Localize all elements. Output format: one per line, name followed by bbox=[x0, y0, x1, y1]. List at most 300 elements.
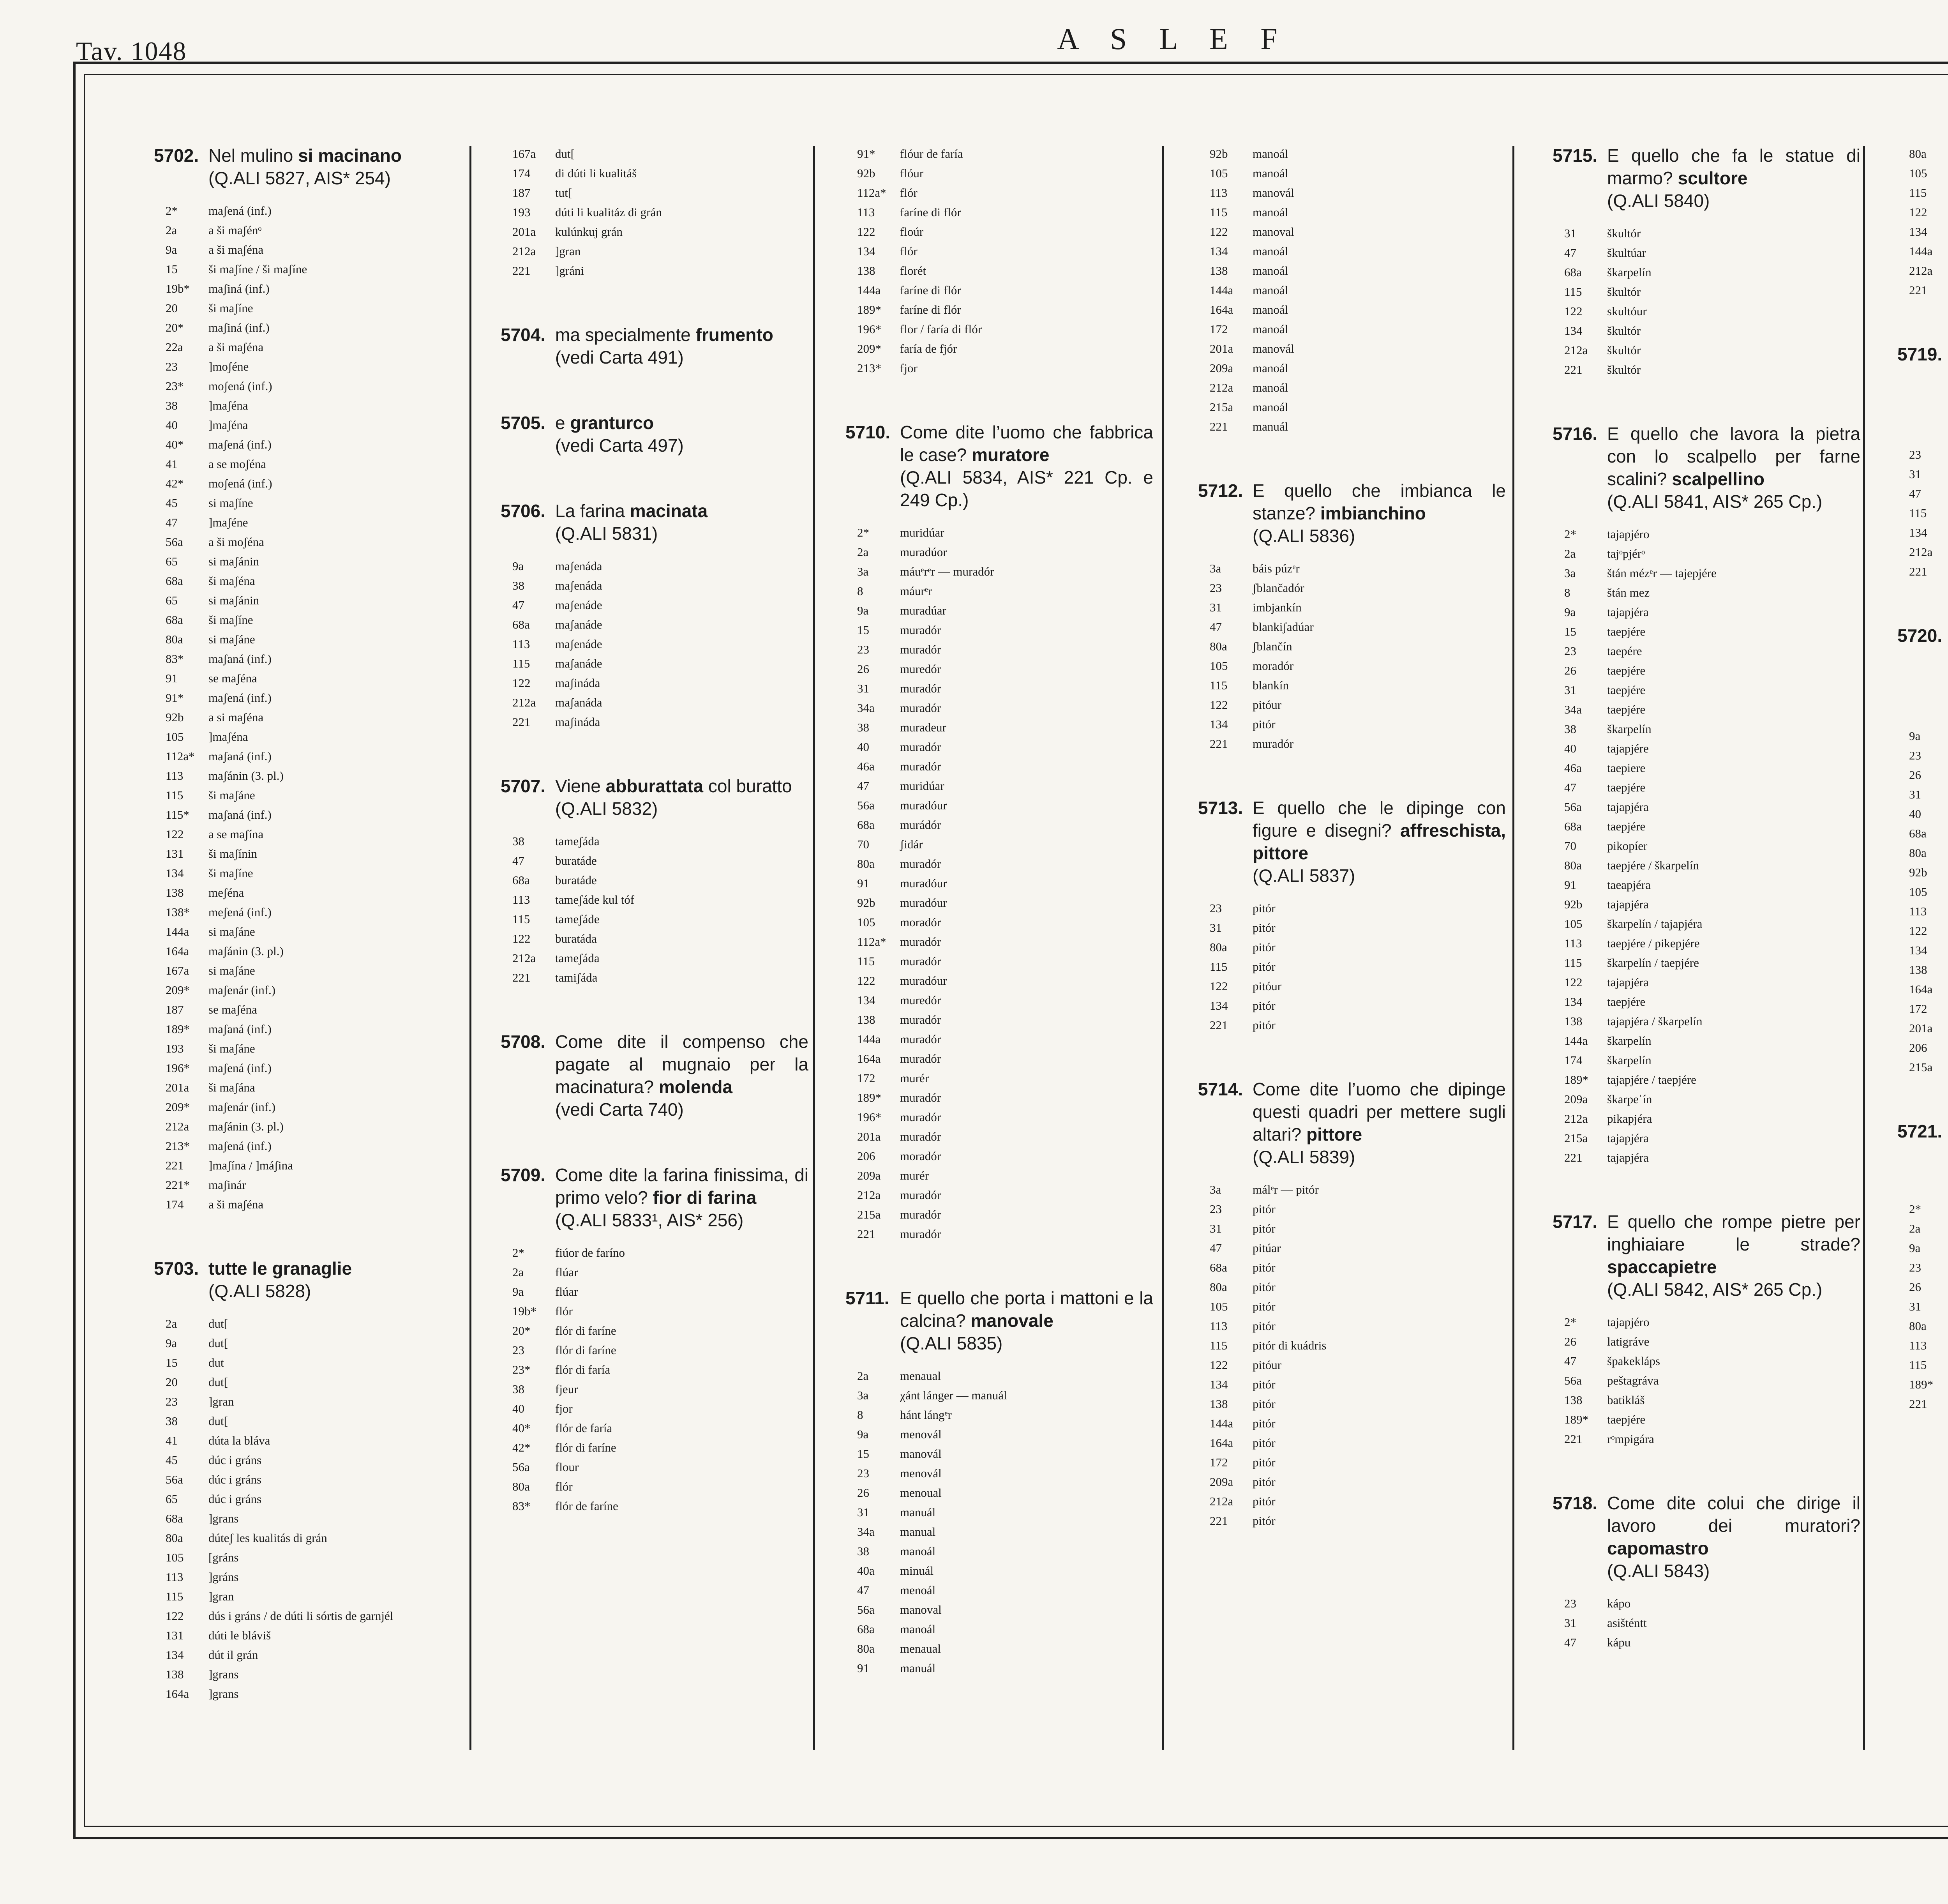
entry-row bbox=[845, 854, 1153, 874]
locality-code: 47 bbox=[512, 598, 524, 612]
locality-code: 45 bbox=[166, 496, 178, 510]
dialect-form: štán mézᵉr — tajepjére bbox=[1607, 566, 1717, 580]
question-prompt: Come dite il compenso che pagate al mugnaio per la macinatura? bbox=[555, 1031, 808, 1097]
question bbox=[1553, 422, 1860, 513]
dialect-form: ]maʃéna bbox=[208, 418, 248, 432]
dialect-form: muradór bbox=[900, 1013, 941, 1026]
locality-code: 91 bbox=[857, 876, 869, 890]
entry-row bbox=[1198, 144, 1506, 164]
dialect-form: máuᵉrᵉr — muradór bbox=[900, 565, 994, 578]
dialect-form: škarpelín / tajapjéra bbox=[1607, 917, 1703, 931]
locality-code: 221 bbox=[166, 1159, 184, 1172]
locality-code: 215a bbox=[1909, 1060, 1933, 1074]
locality-code: 105 bbox=[1210, 166, 1228, 180]
dialect-form: dúta la bláva bbox=[208, 1434, 270, 1447]
entry-row bbox=[845, 620, 1153, 640]
dialect-form: [gráns bbox=[208, 1551, 239, 1564]
locality-code: 209a bbox=[1210, 1475, 1233, 1489]
entry-row bbox=[1897, 804, 1948, 824]
dialect-form: manoál bbox=[1253, 244, 1288, 258]
question-section bbox=[1553, 1210, 1860, 1449]
locality-code: 8 bbox=[857, 584, 863, 598]
entry-row bbox=[154, 1626, 462, 1645]
entry-row bbox=[1553, 1390, 1860, 1410]
dialect-form: škarpelín bbox=[1607, 265, 1652, 279]
entry-row bbox=[845, 659, 1153, 679]
locality-code: 134 bbox=[1564, 995, 1583, 1009]
entry-row bbox=[845, 1185, 1153, 1205]
question-text bbox=[555, 323, 808, 369]
locality-code: 215a bbox=[1210, 400, 1233, 414]
dialect-form: maʃená (inf.) bbox=[208, 1139, 272, 1153]
locality-code: 26 bbox=[857, 662, 869, 676]
entry-row bbox=[845, 1425, 1153, 1444]
entry-row bbox=[845, 1483, 1153, 1503]
locality-code: 174 bbox=[512, 166, 531, 180]
dialect-form: muradór bbox=[900, 759, 941, 773]
entry-row bbox=[501, 968, 808, 987]
locality-code: 115 bbox=[1909, 1358, 1927, 1372]
dialect-form: pitór bbox=[1253, 1397, 1276, 1411]
locality-code: 26 bbox=[1564, 1335, 1576, 1348]
source-note: (Q.ALI 5841, AIS* 265 Cp.) bbox=[1607, 491, 1823, 512]
dialect-form: pitór di kuádris bbox=[1253, 1339, 1327, 1352]
entry-row bbox=[154, 474, 462, 493]
locality-code: 212a bbox=[512, 696, 536, 709]
dialect-form: pitóur bbox=[1253, 1358, 1282, 1372]
question-text bbox=[555, 1030, 808, 1121]
question-prompt: E quello che lavora la pietra con lo scalpello per farne scalini? bbox=[1607, 424, 1860, 489]
locality-code: 112a* bbox=[857, 935, 886, 948]
entry-row bbox=[154, 337, 462, 357]
dialect-form: kápo bbox=[1607, 1597, 1631, 1610]
locality-code: 40 bbox=[166, 418, 178, 432]
entry-row bbox=[1198, 1258, 1506, 1277]
locality-code: 206 bbox=[857, 1149, 875, 1163]
keyword: fior di farina bbox=[653, 1187, 757, 1208]
question bbox=[501, 1030, 808, 1121]
dialect-form: muradór bbox=[900, 623, 941, 637]
entry-row bbox=[845, 796, 1153, 815]
dialect-form: flór bbox=[900, 186, 918, 200]
locality-code: 2a bbox=[166, 1317, 177, 1330]
locality-code: 19b* bbox=[512, 1304, 536, 1318]
entry-row bbox=[501, 1282, 808, 1302]
dialect-form: muradór bbox=[900, 1032, 941, 1046]
locality-code: 9a bbox=[1564, 605, 1576, 619]
dialect-form: se maʃéna bbox=[208, 1003, 257, 1016]
locality-code: 80a bbox=[1210, 1280, 1227, 1294]
locality-code: 15 bbox=[1564, 625, 1576, 638]
dialect-form: χánt lánger — manuál bbox=[900, 1388, 1007, 1402]
entry-row bbox=[1897, 882, 1948, 902]
keyword: molenda bbox=[658, 1077, 733, 1097]
entry-row bbox=[501, 1399, 808, 1418]
entry-row bbox=[845, 1542, 1153, 1561]
dialect-form: muradór bbox=[900, 682, 941, 695]
entry-row bbox=[1553, 758, 1860, 778]
dialect-form: pitór bbox=[1253, 1455, 1276, 1469]
locality-code: 201a bbox=[1909, 1021, 1933, 1035]
dialect-form: muradór bbox=[900, 643, 941, 656]
locality-code: 122 bbox=[166, 1609, 184, 1623]
entry-row bbox=[501, 1438, 808, 1457]
entry-row bbox=[1897, 765, 1948, 785]
dialect-form: maʃenáda bbox=[555, 579, 602, 592]
locality-code: 221 bbox=[1564, 1151, 1583, 1164]
entry-row bbox=[1897, 542, 1948, 562]
locality-code: 122 bbox=[1210, 1358, 1228, 1372]
locality-code: 3a bbox=[1564, 566, 1576, 580]
dialect-form: buratáda bbox=[555, 932, 597, 945]
entry-row bbox=[1198, 203, 1506, 222]
entry-row bbox=[845, 300, 1153, 320]
entry-row bbox=[845, 1088, 1153, 1107]
dialect-form: muridúar bbox=[900, 526, 944, 539]
dialect-form: flúar bbox=[555, 1265, 578, 1279]
entry-row bbox=[501, 1243, 808, 1263]
dialect-form: muradór bbox=[900, 1188, 941, 1202]
dialect-form: muradóur bbox=[900, 974, 947, 987]
locality-code: 46a bbox=[857, 759, 875, 773]
dialect-form: pitór bbox=[1253, 1417, 1276, 1430]
source-note: (Q.ALI 5839) bbox=[1253, 1147, 1355, 1167]
locality-code: 26 bbox=[1909, 768, 1921, 782]
dialect-form: dut[ bbox=[208, 1414, 228, 1428]
locality-code: 209* bbox=[166, 983, 190, 997]
dialect-form: maʃaná (inf.) bbox=[208, 808, 272, 821]
locality-code: 47 bbox=[1564, 246, 1576, 260]
locality-code: 174 bbox=[1564, 1053, 1583, 1067]
locality-code: 20* bbox=[166, 321, 184, 334]
entry-row bbox=[1553, 1613, 1860, 1633]
entry-row bbox=[154, 376, 462, 396]
dialect-form: manual bbox=[900, 1525, 936, 1538]
question-section bbox=[1553, 1492, 1860, 1652]
entry-row bbox=[1198, 1297, 1506, 1316]
locality-code: 105 bbox=[857, 915, 875, 929]
question-section bbox=[1897, 144, 1948, 300]
locality-code: 31 bbox=[857, 1505, 869, 1519]
dialect-form: a se maʃína bbox=[208, 827, 264, 841]
dialect-form: tameʃáde kul tóf bbox=[555, 893, 635, 906]
dialect-form: taeapjéra bbox=[1607, 878, 1651, 892]
locality-code: 122 bbox=[857, 225, 875, 238]
locality-code: 56a bbox=[1564, 800, 1582, 814]
entry-row bbox=[1897, 960, 1948, 980]
locality-code: 20 bbox=[166, 1375, 178, 1389]
locality-code: 209a bbox=[1210, 361, 1233, 375]
dialect-form: ši maʃíne bbox=[208, 301, 253, 315]
locality-code: 3a bbox=[857, 1388, 869, 1402]
locality-code: 31 bbox=[1210, 601, 1222, 614]
dialect-form: ]gráni bbox=[555, 264, 584, 277]
plate-number: Tav. 1048 bbox=[76, 36, 187, 66]
dialect-form: floúr bbox=[900, 225, 924, 238]
locality-code: 221 bbox=[1210, 737, 1228, 751]
locality-code: 80a bbox=[512, 1480, 530, 1493]
locality-code: 215a bbox=[1564, 1131, 1588, 1145]
question bbox=[501, 775, 808, 820]
entry-row bbox=[1897, 824, 1948, 843]
entry-row bbox=[501, 712, 808, 732]
entry-row bbox=[1198, 1316, 1506, 1336]
question-number: 5708. bbox=[501, 1031, 546, 1052]
dialect-form: menoál bbox=[900, 1583, 936, 1597]
question-number: 5702. bbox=[154, 145, 199, 166]
locality-code: 115 bbox=[1564, 956, 1582, 970]
entry-row bbox=[1198, 656, 1506, 676]
locality-code: 83* bbox=[166, 652, 184, 666]
entry-row bbox=[1198, 676, 1506, 695]
entry-row bbox=[1553, 602, 1860, 622]
entry-row bbox=[154, 922, 462, 941]
locality-code: 2a bbox=[512, 1265, 524, 1279]
dialect-form: moradór bbox=[900, 915, 941, 929]
dialect-form: škultúar bbox=[1607, 246, 1646, 260]
locality-code: 38 bbox=[1564, 722, 1576, 736]
locality-code: 23 bbox=[166, 360, 178, 373]
locality-code: 138 bbox=[166, 1667, 184, 1681]
dialect-form: muradór bbox=[900, 1091, 941, 1104]
dialect-form: ši maʃáne bbox=[208, 788, 255, 802]
locality-code: 47 bbox=[857, 1583, 869, 1597]
locality-code: 23 bbox=[1210, 581, 1222, 595]
locality-code: 47 bbox=[1210, 1241, 1222, 1255]
dialect-form: faría de fjór bbox=[900, 342, 957, 355]
locality-code: 80a bbox=[166, 632, 183, 646]
entry-row bbox=[1897, 1297, 1948, 1316]
entry-row bbox=[501, 144, 808, 164]
dialect-form: tameʃáda bbox=[555, 951, 600, 965]
dialect-form: manoál bbox=[900, 1622, 936, 1636]
locality-code: 40 bbox=[1909, 807, 1921, 821]
locality-code: 40 bbox=[857, 740, 869, 754]
source-note: (vedi Carta 740) bbox=[555, 1099, 684, 1120]
entry-row bbox=[845, 1386, 1153, 1405]
entry-row bbox=[154, 630, 462, 649]
dialect-form: pitóur bbox=[1253, 979, 1282, 993]
locality-code: 9a bbox=[166, 243, 177, 256]
dialect-form: flor / faría di flór bbox=[900, 322, 982, 336]
dialect-form: pitór bbox=[1253, 940, 1276, 954]
dialect-form: maʃená (inf.) bbox=[208, 438, 272, 451]
dialect-form: manoál bbox=[1253, 264, 1288, 277]
keyword: affreschista, pittore bbox=[1253, 820, 1506, 863]
dialect-form: pikapjéra bbox=[1607, 1112, 1652, 1125]
locality-code: 92b bbox=[1564, 897, 1583, 911]
locality-code: 40* bbox=[512, 1421, 531, 1435]
entry-row bbox=[1553, 778, 1860, 797]
entry-row bbox=[154, 903, 462, 922]
entry-row bbox=[1553, 302, 1860, 321]
locality-code: 26 bbox=[857, 1486, 869, 1500]
locality-code: 26 bbox=[1564, 664, 1576, 677]
entry-row bbox=[1897, 164, 1948, 183]
locality-code: 80a bbox=[1909, 846, 1927, 860]
entry-row bbox=[154, 513, 462, 532]
entry-row bbox=[1198, 397, 1506, 417]
dialect-form: pitór bbox=[1253, 1300, 1276, 1313]
entry-row bbox=[1553, 1031, 1860, 1051]
entry-row bbox=[1553, 1371, 1860, 1390]
question-section bbox=[154, 1257, 462, 1704]
locality-code: 38 bbox=[166, 399, 178, 412]
dialect-form: tut[ bbox=[555, 186, 572, 200]
locality-code: 91* bbox=[857, 147, 875, 161]
question-prompt: Viene bbox=[555, 776, 606, 796]
entry-row bbox=[845, 1205, 1153, 1224]
dialect-form: maʃiná (inf.) bbox=[208, 282, 270, 295]
entry-row bbox=[845, 601, 1153, 620]
locality-code: 83* bbox=[512, 1499, 531, 1513]
entry-row bbox=[1198, 996, 1506, 1016]
question-section bbox=[1553, 144, 1860, 380]
entry-row bbox=[845, 1581, 1153, 1600]
entry-row bbox=[845, 1561, 1153, 1581]
locality-code: 23 bbox=[857, 643, 869, 656]
entry-row bbox=[154, 1606, 462, 1626]
dialect-form: kápu bbox=[1607, 1636, 1631, 1649]
entry-row bbox=[1553, 836, 1860, 856]
entry-row bbox=[501, 832, 808, 851]
entry-row bbox=[154, 747, 462, 766]
dialect-form: manoál bbox=[1253, 303, 1288, 316]
dialect-form: muradór bbox=[900, 740, 941, 754]
locality-code: 212a bbox=[166, 1120, 189, 1133]
locality-code: 9a bbox=[1909, 1241, 1921, 1255]
locality-code: 212a bbox=[1210, 1494, 1233, 1508]
entry-row bbox=[501, 910, 808, 929]
dialect-form: fjor bbox=[555, 1402, 573, 1415]
dialect-form: flór di faríne bbox=[555, 1324, 616, 1337]
entry-row bbox=[1897, 144, 1948, 164]
entry-row bbox=[154, 669, 462, 688]
question-number: 5721. bbox=[1897, 1121, 1943, 1141]
dialect-form: dúc i gráns bbox=[208, 1453, 262, 1467]
locality-code: 164a bbox=[1909, 982, 1933, 996]
entry-row bbox=[501, 890, 808, 910]
keyword: macinata bbox=[630, 501, 708, 521]
entry-row bbox=[1553, 875, 1860, 895]
source-note: (Q.ALI 5843) bbox=[1607, 1561, 1710, 1581]
dialect-form: flór bbox=[555, 1480, 573, 1493]
question-section bbox=[501, 775, 808, 987]
entry-row bbox=[845, 242, 1153, 261]
locality-code: 3a bbox=[857, 565, 869, 578]
question-section bbox=[1198, 1078, 1506, 1531]
dialect-form: ]moʃéne bbox=[208, 360, 249, 373]
column-3 bbox=[845, 144, 1153, 1761]
entry-row bbox=[501, 556, 808, 576]
column-4 bbox=[1198, 144, 1506, 1761]
locality-code: 9a bbox=[166, 1336, 177, 1350]
dialect-form: škultór bbox=[1607, 226, 1641, 240]
dialect-form: flór de faríne bbox=[555, 1499, 618, 1513]
source-note: (Q.ALI 5836) bbox=[1253, 526, 1355, 546]
dialect-form: manoál bbox=[1253, 381, 1288, 394]
entry-row bbox=[501, 1418, 808, 1438]
entry-row bbox=[1897, 726, 1948, 746]
source-note: (Q.ALI 5837) bbox=[1253, 865, 1355, 886]
entry-row bbox=[154, 1645, 462, 1665]
locality-code: 47 bbox=[512, 854, 524, 867]
locality-code: 134 bbox=[1909, 943, 1927, 957]
locality-code: 91 bbox=[166, 671, 178, 685]
entry-row bbox=[1198, 1199, 1506, 1219]
question bbox=[1198, 1078, 1506, 1168]
question bbox=[1198, 797, 1506, 887]
dialect-form: moʃená (inf.) bbox=[208, 477, 272, 490]
entry-row bbox=[154, 708, 462, 727]
locality-code: 122 bbox=[1564, 975, 1583, 989]
entry-row bbox=[501, 1341, 808, 1360]
entry-row bbox=[845, 1600, 1153, 1620]
dialect-form: škarpelín bbox=[1607, 1053, 1652, 1067]
locality-code: 134 bbox=[1210, 717, 1228, 731]
entry-row bbox=[501, 673, 808, 693]
dialect-form: taepjére bbox=[1607, 1413, 1646, 1426]
question bbox=[1897, 343, 1948, 433]
locality-code: 144a bbox=[857, 1032, 881, 1046]
question-text bbox=[1253, 797, 1506, 887]
entry-row bbox=[154, 1411, 462, 1431]
locality-code: 56a bbox=[166, 1473, 183, 1486]
entry-row bbox=[1198, 183, 1506, 203]
locality-code: 56a bbox=[1564, 1374, 1582, 1387]
entry-row bbox=[1198, 359, 1506, 378]
question-section bbox=[501, 1030, 808, 1121]
entry-row bbox=[1198, 1180, 1506, 1199]
entry-row bbox=[154, 318, 462, 337]
entry-row bbox=[845, 581, 1153, 601]
dialect-form: ši maʃínin bbox=[208, 847, 257, 860]
locality-code: 113 bbox=[166, 769, 184, 782]
locality-code: 68a bbox=[1909, 827, 1927, 840]
dialect-form: menovál bbox=[900, 1466, 942, 1480]
entry-row bbox=[1553, 856, 1860, 875]
dialect-form: štán mez bbox=[1607, 586, 1650, 599]
entry-row bbox=[1553, 817, 1860, 836]
dialect-form: ]grans bbox=[208, 1667, 239, 1681]
locality-code: 70 bbox=[857, 837, 869, 851]
dialect-form: dúti le bláviš bbox=[208, 1628, 271, 1642]
entry-row bbox=[154, 727, 462, 747]
dialect-form: škultór bbox=[1607, 324, 1641, 337]
entry-row bbox=[1897, 980, 1948, 999]
column-6 bbox=[1897, 144, 1948, 1761]
question-section bbox=[501, 1164, 808, 1516]
locality-code: 221 bbox=[1909, 1397, 1927, 1411]
dialect-form: maʃenáda bbox=[555, 559, 602, 573]
entry-row bbox=[1198, 918, 1506, 938]
question bbox=[1553, 1210, 1860, 1301]
dialect-form: minuál bbox=[900, 1564, 934, 1577]
entry-row bbox=[501, 595, 808, 615]
locality-code: 68a bbox=[1210, 1261, 1227, 1274]
dialect-form: flór di faríne bbox=[555, 1441, 616, 1454]
entry-row bbox=[1553, 1051, 1860, 1070]
locality-code: 115 bbox=[857, 954, 875, 968]
entry-row bbox=[1553, 641, 1860, 661]
locality-code: 172 bbox=[1210, 1455, 1228, 1469]
entry-row bbox=[1553, 953, 1860, 973]
dialect-form: pitúar bbox=[1253, 1241, 1281, 1255]
question-prompt: E quello che le dipinge con figure e disegni? bbox=[1253, 798, 1506, 841]
locality-code: 105 bbox=[1210, 1300, 1228, 1313]
dialect-form: ši maʃána bbox=[208, 1081, 255, 1094]
locality-code: 23 bbox=[1909, 1261, 1921, 1274]
